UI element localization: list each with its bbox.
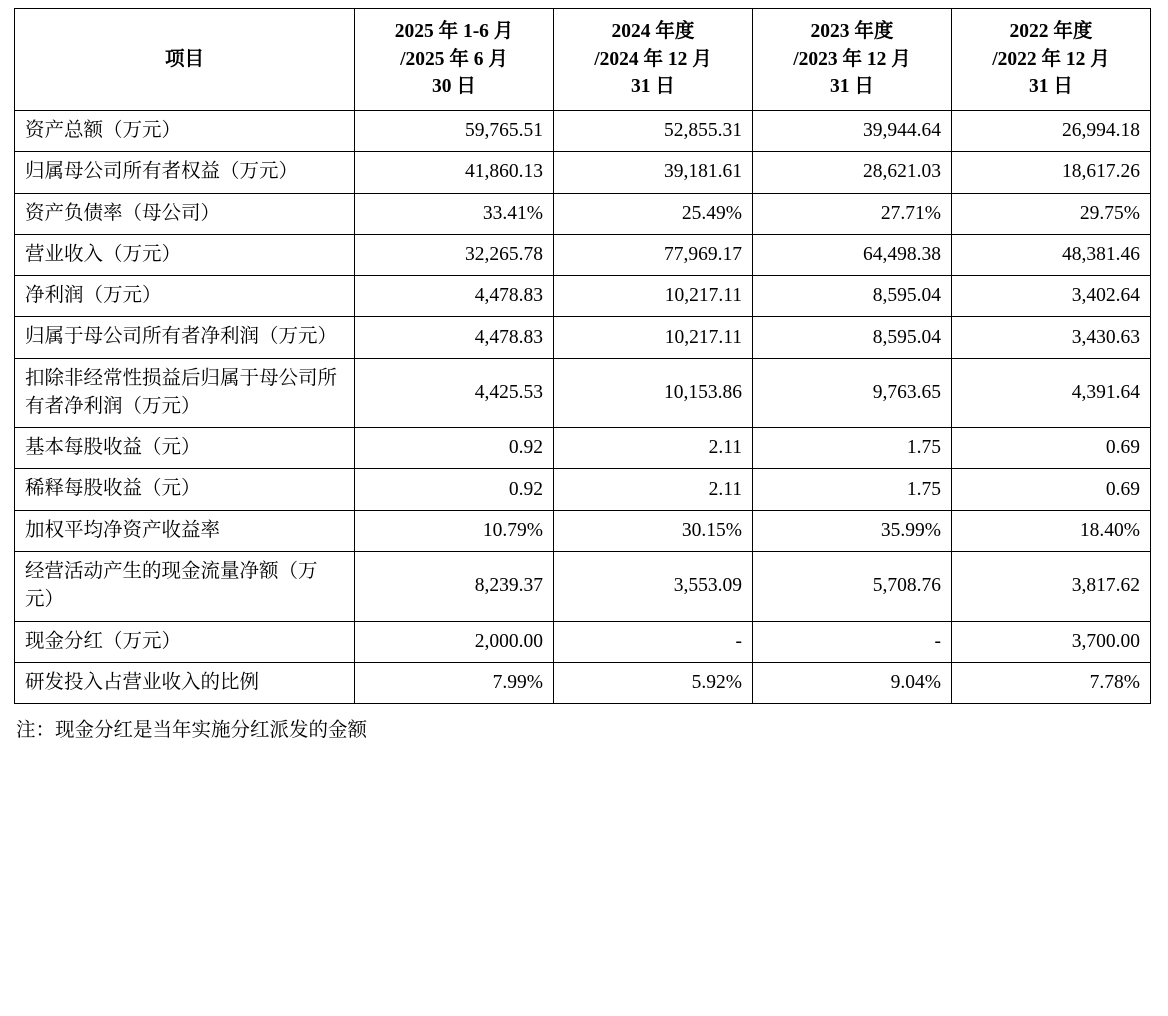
table-note: 注：现金分红是当年实施分红派发的金额 [16, 720, 368, 742]
row-value: 32,265.78 [355, 234, 554, 275]
column-header-2022: 2022 年度 /2022 年 12 月 31 日 [952, 9, 1151, 111]
row-value: 3,553.09 [554, 551, 753, 621]
row-value: 59,765.51 [355, 111, 554, 152]
row-label: 资产负债率（母公司） [15, 193, 355, 234]
row-value: 8,595.04 [753, 276, 952, 317]
row-value: 3,402.64 [952, 276, 1151, 317]
table-row [15, 662, 1151, 703]
row-value: 4,478.83 [355, 276, 554, 317]
row-value: 2.11 [554, 428, 753, 469]
row-value: 9,763.65 [753, 358, 952, 428]
table-row [15, 469, 1151, 510]
table-row [15, 317, 1151, 358]
row-value: 4,391.64 [952, 358, 1151, 428]
row-label: 基本每股收益（元） [15, 428, 355, 469]
row-value: 18.40% [952, 510, 1151, 551]
table-body [15, 111, 1151, 704]
table-header [15, 9, 1151, 111]
row-value: 1.75 [753, 469, 952, 510]
row-value: 30.15% [554, 510, 753, 551]
row-value: 25.49% [554, 193, 753, 234]
row-label: 加权平均净资产收益率 [15, 510, 355, 551]
row-value: - [554, 621, 753, 662]
row-label: 归属母公司所有者权益（万元） [15, 152, 355, 193]
row-value: 10.79% [355, 510, 554, 551]
table-row [15, 234, 1151, 275]
row-label: 资产总额（万元） [15, 111, 355, 152]
column-header-2025h1: 2025 年 1-6 月 /2025 年 6 月 30 日 [355, 9, 554, 111]
table-header-row [15, 9, 1151, 111]
table-row [15, 428, 1151, 469]
row-label: 经营活动产生的现金流量净额（万元） [15, 551, 355, 621]
row-label: 归属于母公司所有者净利润（万元） [15, 317, 355, 358]
row-value: 33.41% [355, 193, 554, 234]
row-value: 35.99% [753, 510, 952, 551]
row-label: 研发投入占营业收入的比例 [15, 662, 355, 703]
row-value: - [753, 621, 952, 662]
row-value: 5,708.76 [753, 551, 952, 621]
row-label: 现金分红（万元） [15, 621, 355, 662]
row-value: 39,181.61 [554, 152, 753, 193]
financial-summary-table [14, 8, 1151, 704]
row-value: 2,000.00 [355, 621, 554, 662]
row-value: 10,153.86 [554, 358, 753, 428]
row-value: 4,425.53 [355, 358, 554, 428]
row-value: 0.69 [952, 428, 1151, 469]
column-header-2024: 2024 年度 /2024 年 12 月 31 日 [554, 9, 753, 111]
row-value: 29.75% [952, 193, 1151, 234]
row-value: 3,817.62 [952, 551, 1151, 621]
column-header-item: 项目 [15, 9, 355, 111]
row-value: 3,700.00 [952, 621, 1151, 662]
row-value: 4,478.83 [355, 317, 554, 358]
table-row [15, 551, 1151, 621]
row-value: 39,944.64 [753, 111, 952, 152]
row-value: 9.04% [753, 662, 952, 703]
row-value: 0.69 [952, 469, 1151, 510]
row-label: 营业收入（万元） [15, 234, 355, 275]
row-value: 64,498.38 [753, 234, 952, 275]
row-value: 0.92 [355, 469, 554, 510]
table-row [15, 276, 1151, 317]
row-value: 41,860.13 [355, 152, 554, 193]
row-value: 48,381.46 [952, 234, 1151, 275]
table-row [15, 510, 1151, 551]
row-value: 26,994.18 [952, 111, 1151, 152]
row-label: 稀释每股收益（元） [15, 469, 355, 510]
table-row [15, 193, 1151, 234]
row-value: 8,595.04 [753, 317, 952, 358]
row-value: 1.75 [753, 428, 952, 469]
table-row [15, 621, 1151, 662]
row-value: 7.99% [355, 662, 554, 703]
row-value: 52,855.31 [554, 111, 753, 152]
row-value: 8,239.37 [355, 551, 554, 621]
row-label: 净利润（万元） [15, 276, 355, 317]
row-value: 10,217.11 [554, 317, 753, 358]
row-value: 3,430.63 [952, 317, 1151, 358]
row-value: 77,969.17 [554, 234, 753, 275]
column-header-2023: 2023 年度 /2023 年 12 月 31 日 [753, 9, 952, 111]
row-value: 28,621.03 [753, 152, 952, 193]
table-row [15, 358, 1151, 428]
row-value: 18,617.26 [952, 152, 1151, 193]
row-value: 10,217.11 [554, 276, 753, 317]
row-value: 0.92 [355, 428, 554, 469]
table-row [15, 152, 1151, 193]
table-row [15, 111, 1151, 152]
row-value: 27.71% [753, 193, 952, 234]
row-value: 7.78% [952, 662, 1151, 703]
row-label: 扣除非经常性损益后归属于母公司所有者净利润（万元） [15, 358, 355, 428]
row-value: 5.92% [554, 662, 753, 703]
row-value: 2.11 [554, 469, 753, 510]
